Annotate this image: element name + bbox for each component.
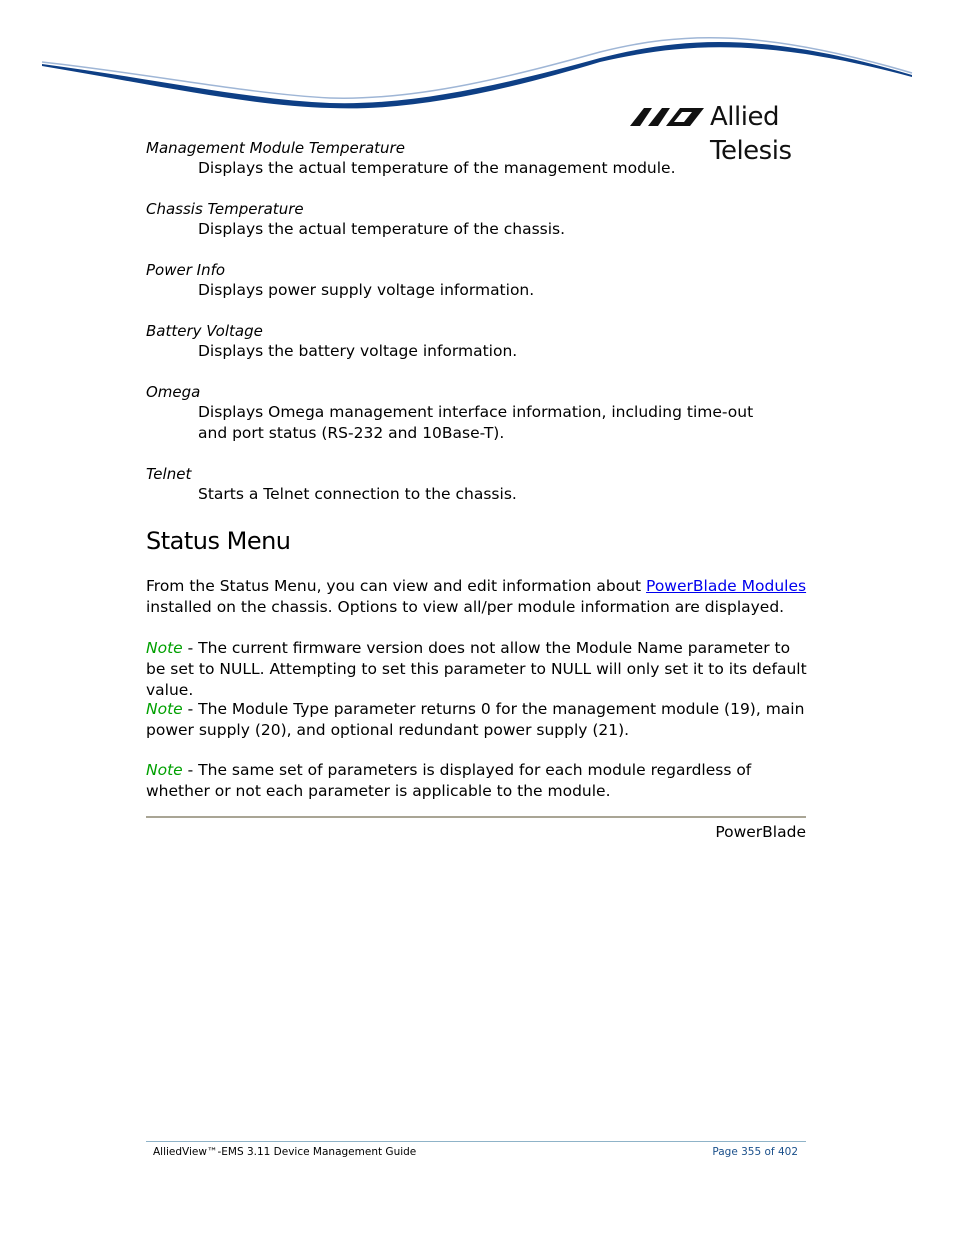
definition-term-management-module-temperature: Management Module Temperature bbox=[146, 139, 405, 157]
note-text: - The Module Type parameter returns 0 for the management module (19), main power supply (20), and optional redundant power supply (21). bbox=[146, 700, 805, 739]
allied-telesis-logo bbox=[628, 100, 868, 166]
definition-desc-power-info: Displays power supply voltage information. bbox=[198, 281, 535, 299]
note-paragraph-2 bbox=[146, 699, 812, 741]
note-paragraph-3 bbox=[146, 760, 812, 802]
note-label: Note bbox=[146, 761, 183, 779]
definition-term-battery-voltage: Battery Voltage bbox=[146, 322, 263, 340]
definition-term-omega: Omega bbox=[146, 383, 201, 401]
definition-desc-omega: Displays Omega management interface information, including time-out and port status (RS-232 and 10Base-T). bbox=[198, 403, 754, 442]
footer-document-title: AlliedView™-EMS 3.11 Device Management Guide bbox=[153, 1146, 417, 1158]
definition-desc-battery-voltage: Displays the battery voltage information. bbox=[198, 342, 518, 360]
definition-term-power-info: Power Info bbox=[146, 261, 226, 279]
definition-term-telnet: Telnet bbox=[146, 465, 192, 483]
note-label: Note bbox=[146, 700, 183, 718]
powerblade-modules-link[interactable]: PowerBlade Modules bbox=[646, 577, 807, 595]
intro-text-after: installed on the chassis. Options to view all/per module information are displayed. bbox=[146, 598, 785, 616]
intro-text-before: From the Status Menu, you can view and edit information about bbox=[146, 577, 647, 595]
logo-mark-icon bbox=[628, 100, 708, 134]
definition-desc-chassis-temperature: Displays the actual temperature of the chassis. bbox=[198, 220, 566, 238]
section-heading: Status Menu bbox=[146, 527, 291, 555]
section-divider bbox=[146, 816, 806, 818]
note-text: - The same set of parameters is displayed for each module regardless of whether or not each parameter is applicable to the module. bbox=[146, 761, 752, 800]
definition-desc-telnet: Starts a Telnet connection to the chassis. bbox=[198, 485, 517, 503]
note-label: Note bbox=[146, 639, 183, 657]
footer-divider bbox=[146, 1141, 806, 1142]
section-footer-label: PowerBlade bbox=[715, 823, 806, 841]
section-intro bbox=[146, 576, 812, 618]
note-paragraph-1 bbox=[146, 638, 812, 701]
definition-desc-management-module-temperature: Displays the actual temperature of the management module. bbox=[198, 159, 676, 177]
definition-term-chassis-temperature: Chassis Temperature bbox=[146, 200, 304, 218]
logo-text: Allied Telesis bbox=[710, 102, 792, 166]
note-text: - The current firmware version does not allow the Module Name parameter to be set to NULL. Attempting to set this parameter to NULL will only set it to its default value. bbox=[146, 639, 807, 699]
footer-page-number: Page 355 of 402 bbox=[712, 1146, 798, 1158]
